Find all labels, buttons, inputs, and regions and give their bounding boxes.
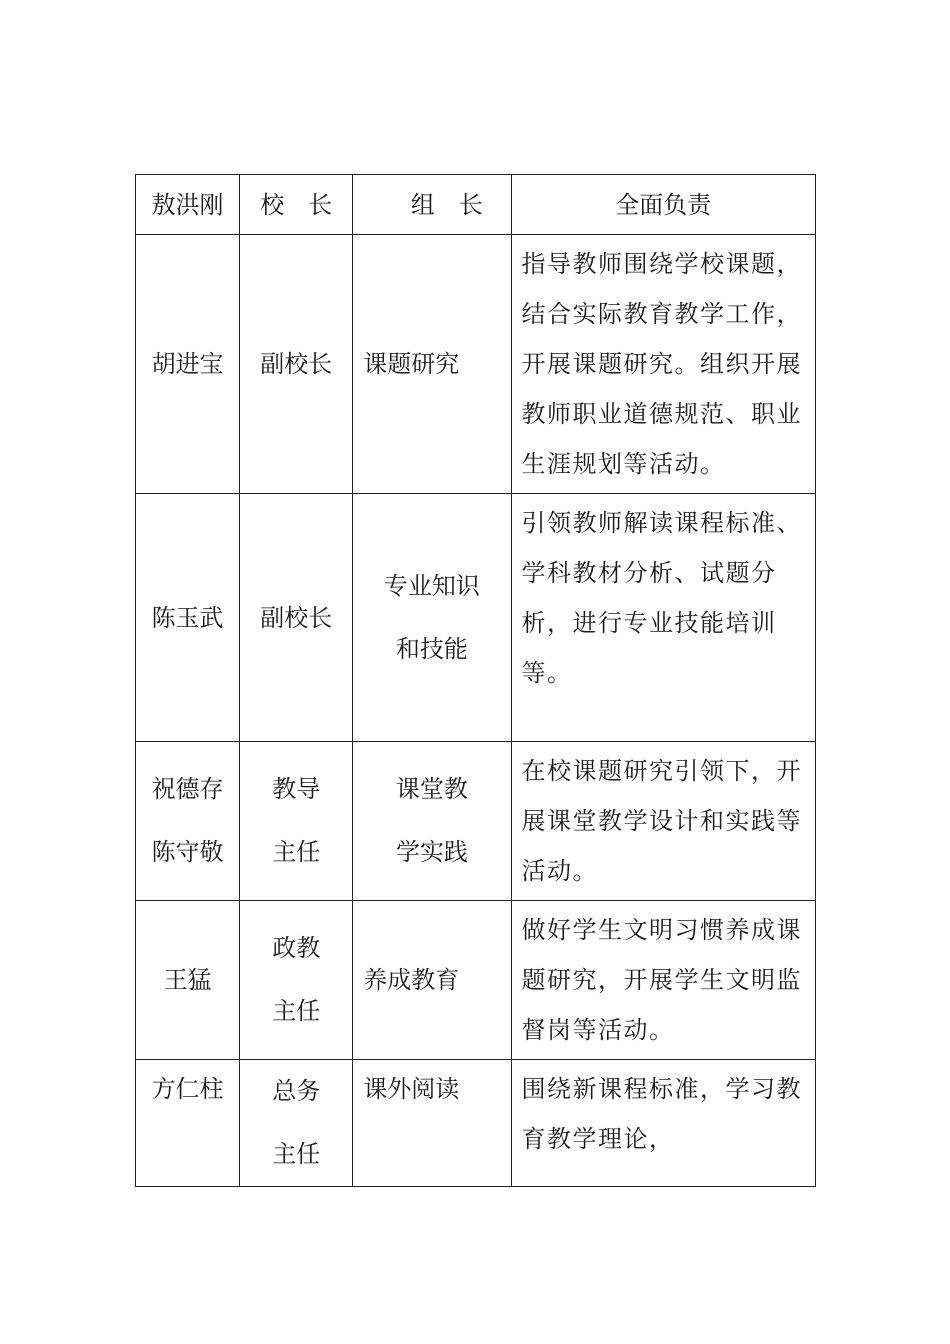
group-role: 课外阅读 <box>363 1075 460 1103</box>
table-row <box>136 175 816 235</box>
name-cell <box>136 901 240 1060</box>
position-title: 副校长 <box>260 603 333 632</box>
position-title-line: 主任 <box>272 997 321 1025</box>
title-cell <box>240 175 353 235</box>
position-title-line: 主任 <box>272 1140 321 1168</box>
group-role-line: 课堂教 <box>395 775 468 803</box>
position-title: 副校长 <box>260 350 333 378</box>
duty-text: 指导教师围绕学校课题，结合实际教育教学工作，开展课题研究。组织开展教师职业道德规范、职业生涯规划等活动。 <box>521 250 803 478</box>
person-name: 胡进宝 <box>151 350 224 378</box>
position-title-line: 主任 <box>272 838 321 866</box>
name-cell <box>136 235 240 494</box>
position-title-line: 政教 <box>272 934 321 962</box>
person-name: 方仁柱 <box>151 1075 224 1103</box>
duty-table <box>135 174 816 1187</box>
duty-cell <box>511 235 815 494</box>
person-name: 敖洪刚 <box>151 190 224 219</box>
group-role-line: 和技能 <box>395 634 468 663</box>
duty-text: 引领教师解读课程标准、学科教材分析、试题分析，进行专业技能培训等。 <box>521 509 803 687</box>
name-cell <box>136 175 240 235</box>
person-name: 陈守敬 <box>151 838 224 866</box>
duty-text: 全面负责 <box>615 190 712 219</box>
table-row <box>136 494 816 742</box>
group-cell <box>353 1060 511 1187</box>
group-cell <box>353 494 511 742</box>
table-row <box>136 901 816 1060</box>
group-role: 养成教育 <box>363 966 460 994</box>
person-name: 陈玉武 <box>151 603 224 632</box>
duty-cell <box>511 175 815 235</box>
duty-text: 在校课题研究引领下，开展课堂教学设计和实践等活动。 <box>521 757 803 885</box>
duty-cell <box>511 494 815 742</box>
title-cell <box>240 901 353 1060</box>
person-name: 王猛 <box>163 966 212 994</box>
name-cell <box>136 1060 240 1187</box>
position-title-line: 总务 <box>272 1077 321 1105</box>
duty-cell <box>511 1060 815 1187</box>
group-cell <box>353 235 511 494</box>
group-cell <box>353 901 511 1060</box>
name-cell <box>136 494 240 742</box>
title-cell <box>240 494 353 742</box>
title-cell <box>240 1060 353 1187</box>
title-cell <box>240 742 353 901</box>
table-row <box>136 742 816 901</box>
duty-cell <box>511 901 815 1060</box>
duty-text: 围绕新课程标准，学习教育教学理论， <box>521 1075 803 1153</box>
table-row <box>136 1060 816 1187</box>
position-title: 校 长 <box>260 190 333 219</box>
name-cell <box>136 742 240 901</box>
group-role: 课题研究 <box>363 350 460 378</box>
duty-text: 做好学生文明习惯养成课题研究，开展学生文明监督岗等活动。 <box>521 916 803 1044</box>
group-role: 组 长 <box>410 190 483 219</box>
group-cell <box>353 742 511 901</box>
position-title-line: 教导 <box>272 775 321 803</box>
duty-cell <box>511 742 815 901</box>
title-cell <box>240 235 353 494</box>
person-name: 祝德存 <box>151 775 224 803</box>
group-cell <box>353 175 511 235</box>
group-role-line: 学实践 <box>395 838 468 866</box>
table-row <box>136 235 816 494</box>
group-role-line: 专业知识 <box>383 571 480 600</box>
